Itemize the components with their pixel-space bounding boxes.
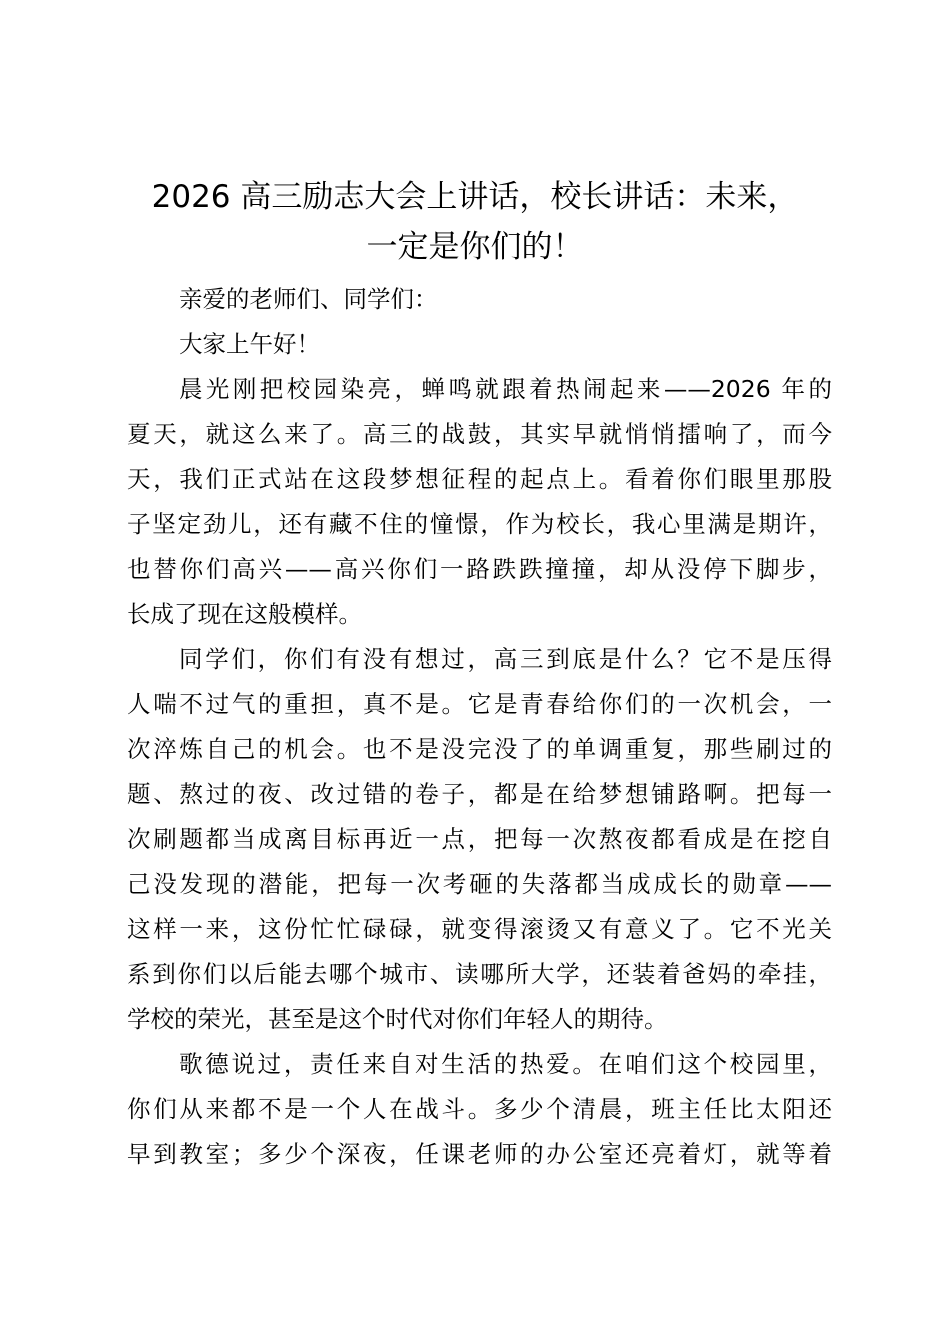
paragraph-line: 人喘不过气的重担，真不是。它是青春给你们的一次机会，一 <box>127 690 832 718</box>
paragraph-line: 次淬炼自己的机会。也不是没完没了的单调重复，那些刷过的 <box>127 735 832 763</box>
paragraph-line: 题、熬过的夜、改过错的卷子，都是在给梦想铺路啊。把每一 <box>127 780 832 808</box>
paragraph-line: 同学们，你们有没有想过，高三到底是什么？它不是压得 <box>179 645 832 673</box>
title-line-1: 2026 高三励志大会上讲话，校长讲话：未来， <box>151 179 799 215</box>
paragraph-line: 系到你们以后能去哪个城市、读哪所大学，还装着爸妈的牵挂， <box>127 960 832 988</box>
document-title <box>110 172 840 272</box>
paragraph-line: 次刷题都当成离目标再近一点，把每一次熬夜都看成是在挖自 <box>127 825 832 853</box>
paragraph-line: 这样一来，这份忙忙碌碌，就变得滚烫又有意义了。它不光关 <box>127 915 832 943</box>
greeting: 大家上午好！ <box>179 330 320 358</box>
paragraph-line: 歌德说过，责任来自对生活的热爱。在咱们这个校园里， <box>179 1050 832 1078</box>
title-line-2: 一定是你们的！ <box>366 229 584 265</box>
document-body <box>127 277 832 1177</box>
paragraph-line: 子坚定劲儿，还有藏不住的憧憬，作为校长，我心里满是期许， <box>127 510 832 538</box>
paragraph-line: 夏天，就这么来了。高三的战鼓，其实早就悄悄擂响了，而今 <box>127 420 832 448</box>
paragraph-line: 早到教室；多少个深夜，任课老师的办公室还亮着灯，就等着 <box>127 1140 832 1168</box>
paragraph-line: 你们从来都不是一个人在战斗。多少个清晨，班主任比太阳还 <box>127 1095 832 1123</box>
paragraph-line: 也替你们高兴——高兴你们一路跌跌撞撞，却从没停下脚步， <box>127 555 832 583</box>
paragraph-line: 天，我们正式站在这段梦想征程的起点上。看着你们眼里那股 <box>127 465 832 493</box>
salutation: 亲爱的老师们、同学们： <box>179 285 438 313</box>
paragraph-line: 己没发现的潜能，把每一次考砸的失落都当成成长的勋章—— <box>127 870 832 898</box>
paragraph-line: 晨光刚把校园染亮，蝉鸣就跟着热闹起来——2026 年的 <box>179 375 832 403</box>
paragraph-line: 长成了现在这般模样。 <box>127 600 362 628</box>
paragraph-line: 学校的荣光，甚至是这个时代对你们年轻人的期待。 <box>127 1005 668 1033</box>
